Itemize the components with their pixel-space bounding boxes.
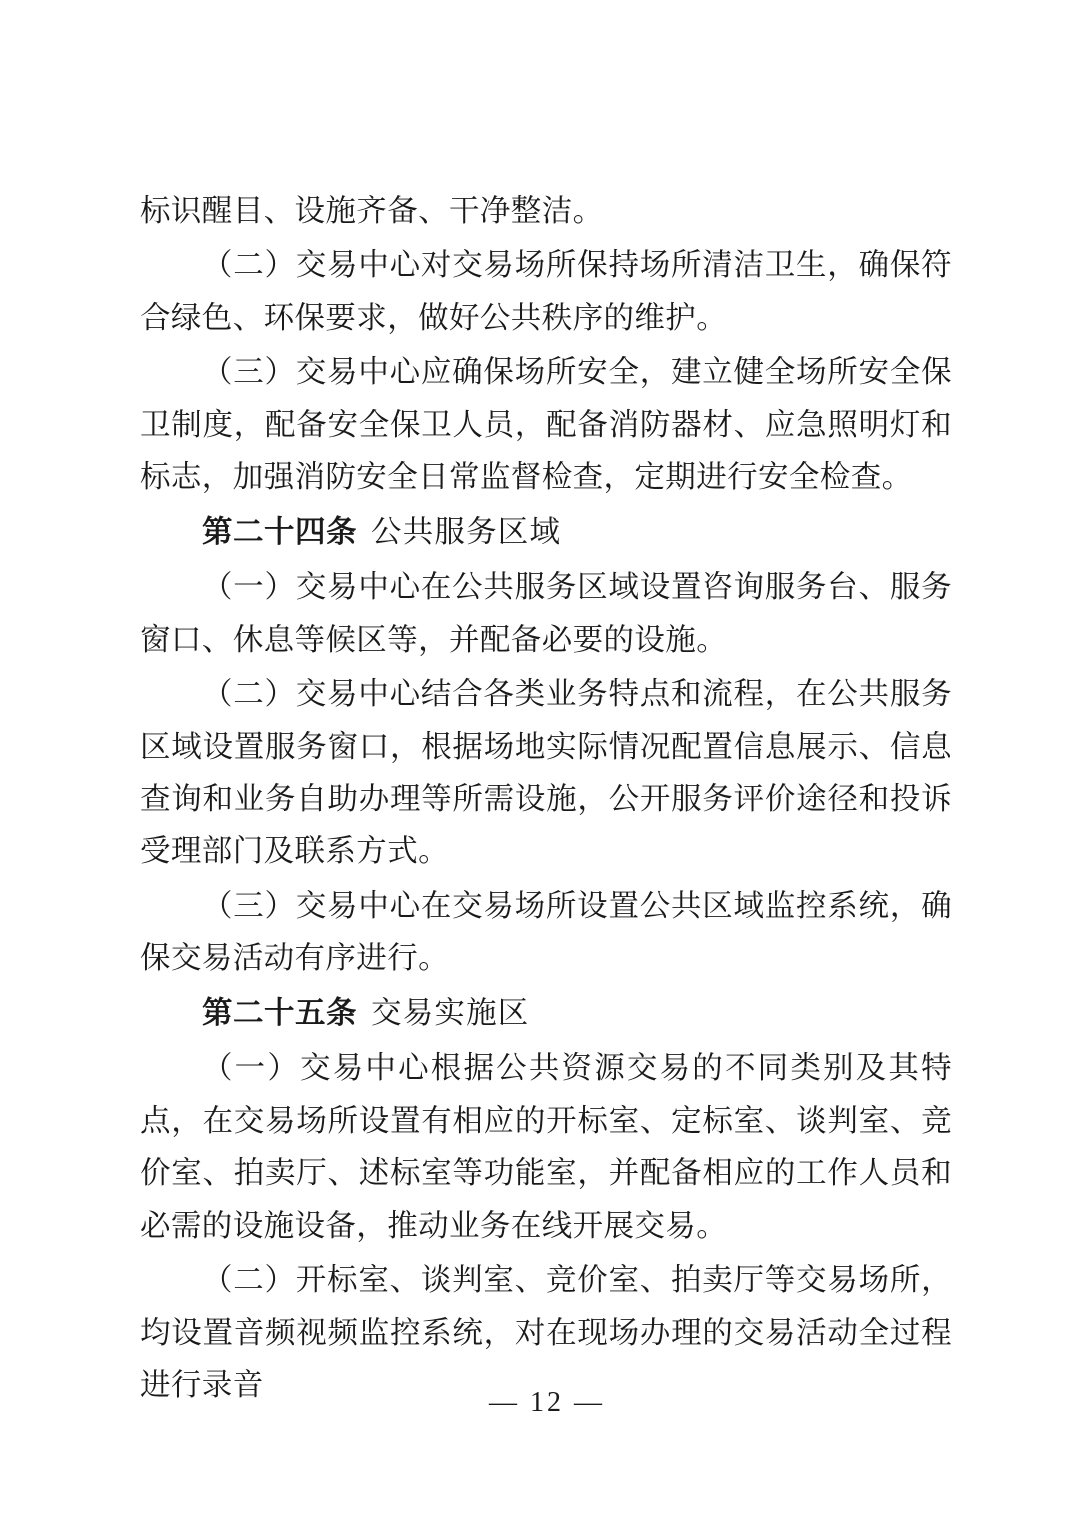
paragraph: （一）交易中心在公共服务区域设置咨询服务台、服务窗口、休息等候区等，并配备必要的设施。 <box>140 570 952 657</box>
page-number: — 12 — <box>489 1387 605 1418</box>
article-number: 第二十五条 <box>202 995 357 1031</box>
article-title: 公共服务区域 <box>371 514 562 549</box>
paragraph: （三）交易中心在交易场所设置公共区域监控系统，确保交易活动有序进行。 <box>140 888 952 976</box>
paragraph: （三）交易中心应确保场所安全，建立健全场所安全保卫制度，配备安全保卫人员，配备消防器材、应急照明灯和标志，加强消防安全日常监督检查，定期进行安全检查。 <box>140 355 952 495</box>
article-title: 交易实施区 <box>371 995 530 1030</box>
paragraph: （二）开标室、谈判室、竞价室、拍卖厅等交易场所，均设置音频视频监控系统，对在现场办理的交易活动全过程进行录音 <box>140 1263 952 1402</box>
paragraph: （二）交易中心对交易场所保持场所清洁卫生，确保符合绿色、环保要求，做好公共秩序的维护。 <box>140 248 952 335</box>
paragraph: （二）交易中心结合各类业务特点和流程，在公共服务区域设置服务窗口，根据场地实际情况配置信息展示、信息查询和业务自助办理等所需设施，公开服务评价途径和投诉受理部门及联系方式。 <box>140 677 952 869</box>
paragraph: 标识醒目、设施齐备、干净整洁。 <box>140 194 604 228</box>
article-heading <box>140 987 952 1040</box>
paragraph: （一）交易中心根据公共资源交易的不同类别及其特点，在交易场所设置有相应的开标室、定标室、谈判室、竞价室、拍卖厅、述标室等功能室，并配备相应的工作人员和必需的设施设备，推动业务在线开展交易。 <box>140 1051 952 1243</box>
page-footer <box>0 1387 1080 1419</box>
document-body <box>140 185 952 1411</box>
article-heading <box>140 506 952 559</box>
article-number: 第二十四条 <box>202 514 357 550</box>
